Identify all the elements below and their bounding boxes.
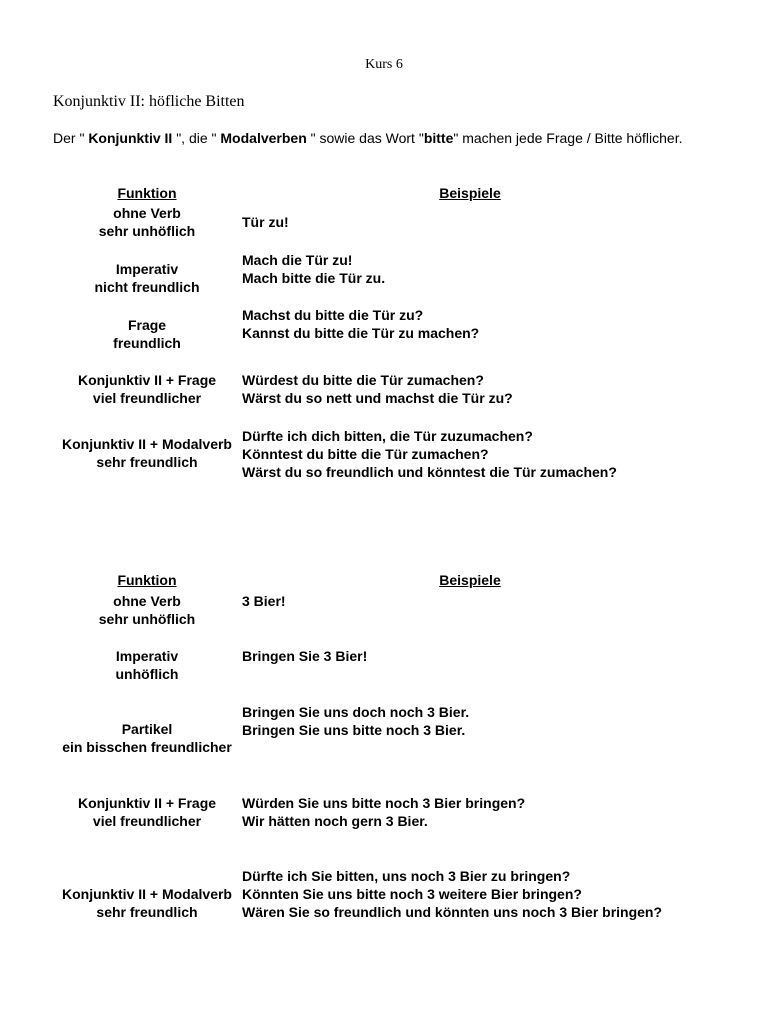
example-line: Bringen Sie uns bitte noch 3 Bier. bbox=[242, 722, 466, 738]
example-line: Wärst du so freundlich und könntest die Tür zumachen? bbox=[242, 464, 617, 480]
function-label: Konjunktiv II + Frage bbox=[77, 372, 217, 388]
intro-paragraph bbox=[53, 130, 693, 147]
example-line: Könnten Sie uns bitte noch 3 weitere Bier bringen? bbox=[242, 886, 582, 902]
example-cell bbox=[242, 306, 742, 342]
function-label: Imperativ bbox=[115, 648, 179, 664]
example-line: Tür zu! bbox=[242, 214, 289, 230]
example-cell bbox=[242, 251, 742, 287]
function-cell bbox=[52, 647, 242, 683]
function-note: sehr freundlich bbox=[96, 904, 198, 920]
example-line: Könntest du bitte die Tür zumachen? bbox=[242, 446, 489, 462]
function-cell bbox=[52, 260, 242, 296]
example-line: Mach bitte die Tür zu. bbox=[242, 270, 386, 286]
example-line: Machst du bitte die Tür zu? bbox=[242, 307, 424, 323]
function-note: sehr unhöflich bbox=[98, 223, 196, 239]
example-line: Mach die Tür zu! bbox=[242, 252, 353, 268]
function-cell bbox=[52, 204, 242, 240]
page-title: Konjunktiv II: höfliche Bitten bbox=[53, 93, 245, 110]
example-cell bbox=[242, 867, 742, 921]
function-label: Konjunktiv II + Modalverb bbox=[62, 436, 232, 452]
function-cell bbox=[52, 885, 242, 921]
example-line: Bringen Sie 3 Bier! bbox=[242, 648, 368, 664]
example-line: Dürfte ich Sie bitten, uns noch 3 Bier zu bringen? bbox=[242, 868, 571, 884]
function-label: ohne Verb bbox=[113, 205, 181, 221]
function-note: freundlich bbox=[113, 335, 181, 351]
example-line: Bringen Sie uns doch noch 3 Bier. bbox=[242, 704, 470, 720]
intro-term-modalverben: Modalverben bbox=[220, 130, 307, 146]
example-cell bbox=[242, 647, 742, 665]
function-label: Konjunktiv II + Frage bbox=[77, 795, 217, 811]
function-note: sehr unhöflich bbox=[98, 611, 196, 627]
function-label: Frage bbox=[127, 317, 167, 333]
example-line: Würdest du bitte die Tür zumachen? bbox=[242, 372, 484, 388]
function-note: sehr freundlich bbox=[96, 454, 198, 470]
example-cell bbox=[242, 794, 742, 830]
example-line: Würden Sie uns bitte noch 3 Bier bringen? bbox=[242, 795, 526, 811]
example-line: Kannst du bitte die Tür zu machen? bbox=[242, 325, 480, 341]
intro-term-konjunktiv: Konjunktiv II bbox=[88, 130, 173, 146]
intro-text: ", die " bbox=[172, 130, 221, 146]
example-cell bbox=[242, 213, 742, 231]
intro-term-bitte: bitte bbox=[423, 130, 454, 146]
function-note: viel freundlicher bbox=[92, 390, 202, 406]
example-line: Wärst du so nett und machst die Tür zu? bbox=[242, 390, 513, 406]
function-label: Partikel bbox=[121, 721, 173, 737]
example-cell bbox=[242, 371, 742, 407]
function-label: Imperativ bbox=[115, 261, 179, 277]
column-header-beispiele: Beispiele bbox=[439, 185, 501, 201]
page-header: Kurs 6 bbox=[365, 57, 403, 72]
intro-text: Der " bbox=[53, 130, 89, 146]
example-cell bbox=[242, 427, 742, 481]
function-cell bbox=[52, 794, 242, 830]
intro-text: " sowie das Wort " bbox=[306, 130, 424, 146]
column-header-funktion: Funktion bbox=[117, 185, 177, 201]
function-cell bbox=[52, 435, 242, 471]
example-cell bbox=[242, 592, 742, 610]
function-cell bbox=[52, 371, 242, 407]
example-cell bbox=[242, 703, 742, 739]
function-label: ohne Verb bbox=[113, 593, 181, 609]
function-note: unhöflich bbox=[115, 666, 179, 682]
function-cell bbox=[52, 316, 242, 352]
function-note: nicht freundlich bbox=[94, 279, 200, 295]
example-line: Wären Sie so freundlich und könnten uns noch 3 Bier bringen? bbox=[242, 904, 663, 920]
example-line: Dürfte ich dich bitten, die Tür zuzumachen? bbox=[242, 428, 533, 444]
example-line: Wir hätten noch gern 3 Bier. bbox=[242, 813, 428, 829]
function-label: Konjunktiv II + Modalverb bbox=[62, 886, 232, 902]
function-note: ein bisschen freundlicher bbox=[62, 739, 232, 755]
function-note: viel freundlicher bbox=[92, 813, 202, 829]
column-header-funktion: Funktion bbox=[117, 572, 177, 588]
column-header-beispiele: Beispiele bbox=[439, 572, 501, 588]
function-cell bbox=[52, 720, 242, 756]
function-cell bbox=[52, 592, 242, 628]
intro-text: " machen jede Frage / Bitte höflicher. bbox=[453, 130, 683, 146]
example-line: 3 Bier! bbox=[242, 593, 286, 609]
